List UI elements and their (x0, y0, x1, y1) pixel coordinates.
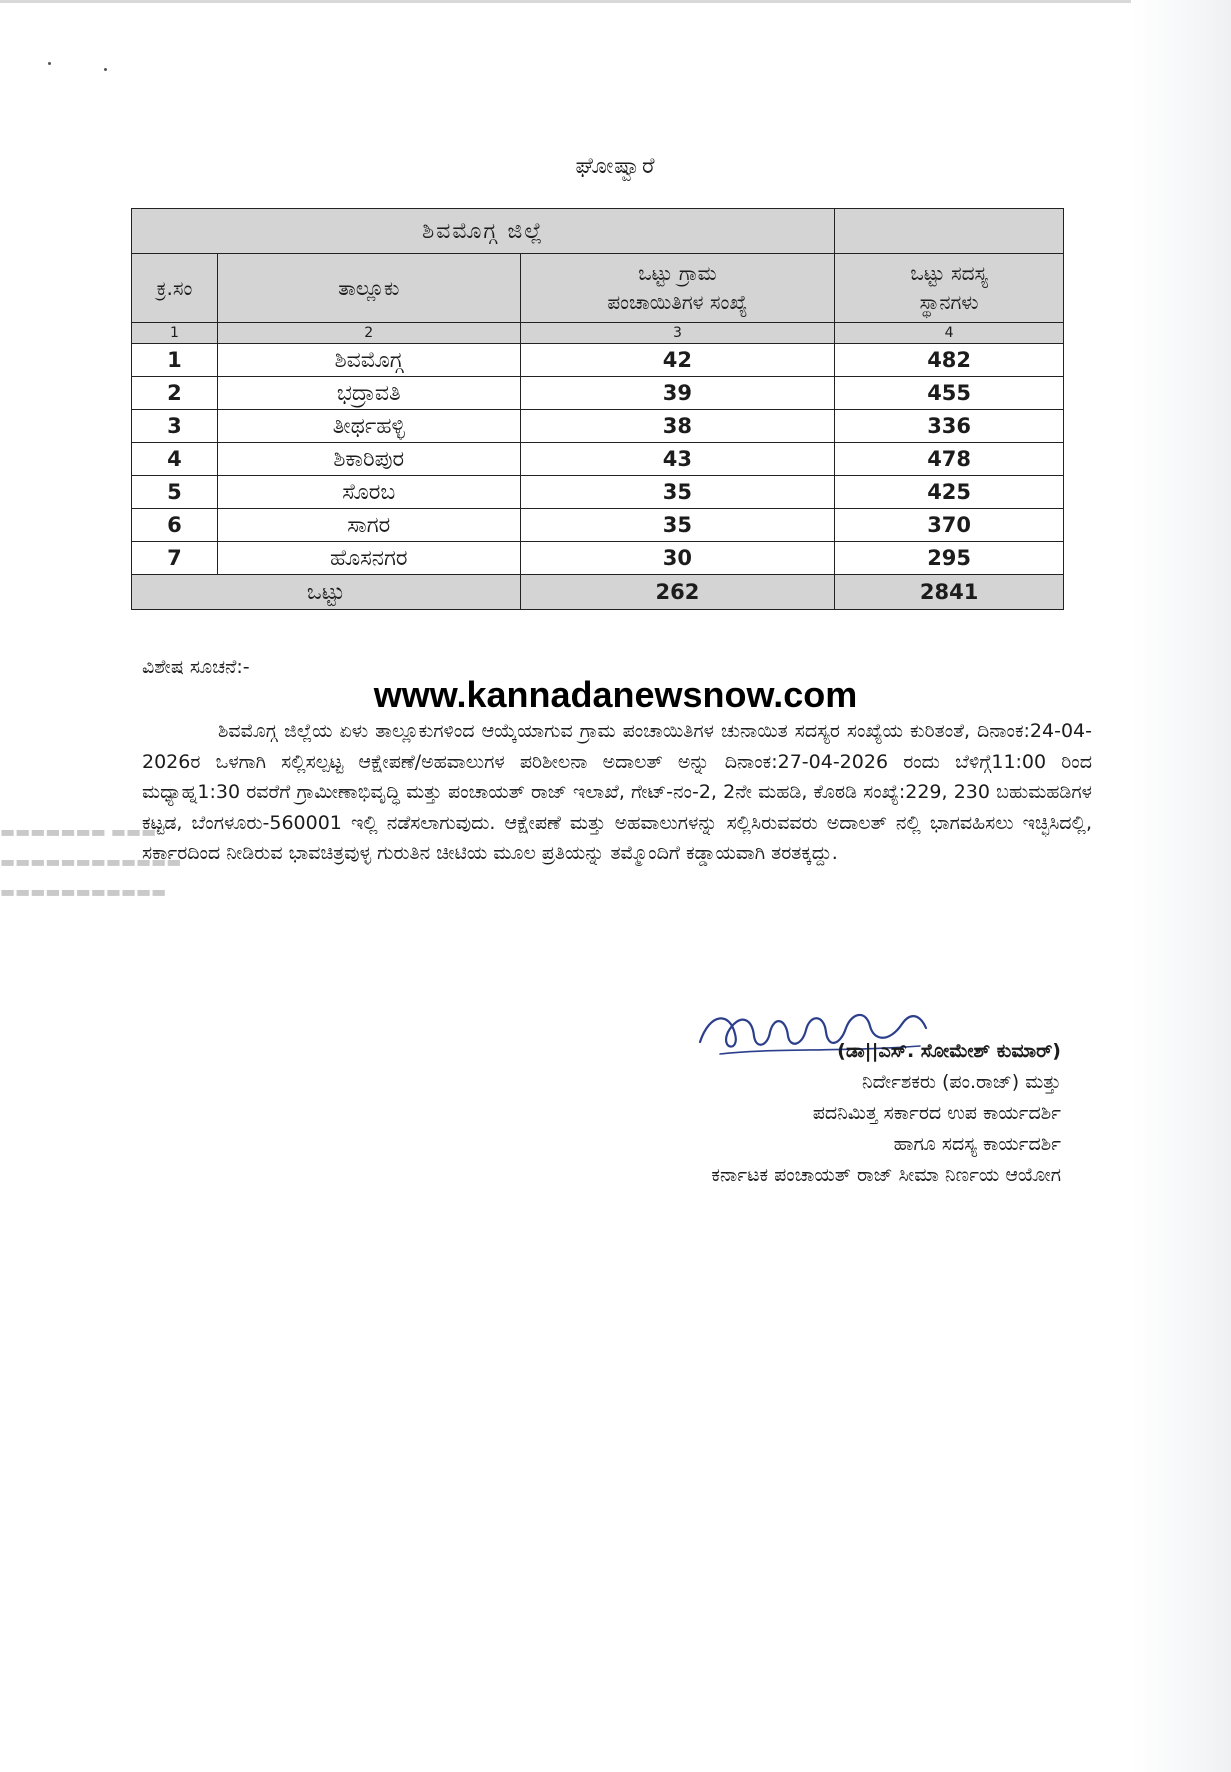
row-member-seats: 295 (835, 542, 1064, 575)
column-index: 1 (132, 323, 218, 344)
table-row (132, 344, 1064, 377)
bleed-through-text: ▬▬▬▬▬▬▬ ▬▬▬ (0, 822, 157, 841)
row-serial: 5 (132, 476, 218, 509)
table-row (132, 509, 1064, 542)
scan-speck (48, 62, 51, 65)
row-serial: 4 (132, 443, 218, 476)
row-gp-count: 38 (520, 410, 835, 443)
row-member-seats: 425 (835, 476, 1064, 509)
row-serial: 6 (132, 509, 218, 542)
scan-page-shadow (1131, 0, 1231, 1772)
row-taluk: ಸೊರಬ (217, 476, 520, 509)
row-serial: 2 (132, 377, 218, 410)
row-member-seats: 478 (835, 443, 1064, 476)
row-gp-count: 42 (520, 344, 835, 377)
row-gp-count: 35 (520, 509, 835, 542)
special-note-label: ವಿಶೇಷ ಸೂಚನೆ:- (142, 656, 250, 678)
total-gp-count: 262 (520, 575, 835, 610)
row-member-seats: 370 (835, 509, 1064, 542)
website-watermark: www.kannadanewsnow.com (373, 674, 858, 715)
table-total-row (132, 575, 1064, 610)
row-taluk: ಭದ್ರಾವತಿ (217, 377, 520, 410)
header-gp-count-line1: ಒಟ್ಟು ಗ್ರಾಮ (638, 261, 717, 285)
row-member-seats: 336 (835, 410, 1064, 443)
table-row (132, 542, 1064, 575)
column-index: 4 (835, 323, 1064, 344)
row-taluk: ಶಿವಮೊಗ್ಗ (217, 344, 520, 377)
taluk-summary-table (131, 208, 1064, 610)
column-index: 3 (520, 323, 835, 344)
header-seats-line2: ಸ್ಥಾನಗಳು (919, 290, 979, 314)
signatory-designation: ಪದನಿಮಿತ್ತ ಸರ್ಕಾರದ ಉಪ ಕಾರ್ಯದರ್ಶಿ (812, 1102, 1061, 1124)
signatory-designation: ಹಾಗೂ ಸದಸ್ಯ ಕಾರ್ಯದರ್ಶಿ (893, 1133, 1061, 1155)
row-taluk: ಹೊಸನಗರ (217, 542, 520, 575)
table-column-index-row (132, 323, 1064, 344)
table-row (132, 377, 1064, 410)
district-name: ಶಿವಮೊಗ್ಗ ಜಿಲ್ಲೆ (132, 209, 835, 254)
header-member-seats (835, 254, 1064, 323)
row-taluk: ತೀರ್ಥಹಳ್ಳಿ (217, 410, 520, 443)
scan-top-edge (0, 0, 1231, 3)
table-header-row (132, 254, 1064, 323)
bleed-through-text: ▬▬▬▬▬▬▬▬▬▬▬ (0, 882, 167, 901)
row-serial: 7 (132, 542, 218, 575)
document-title: ಘೋಷ್ವಾರೆ (575, 154, 656, 179)
row-gp-count: 43 (520, 443, 835, 476)
row-serial: 1 (132, 344, 218, 377)
bleed-through-text: ▬▬▬▬▬▬▬▬▬▬▬▬ (0, 852, 182, 871)
row-taluk: ಶಿಕಾರಿಪುರ (217, 443, 520, 476)
row-member-seats: 482 (835, 344, 1064, 377)
column-index: 2 (217, 323, 520, 344)
row-gp-count: 39 (520, 377, 835, 410)
total-label: ಒಟ್ಟು (132, 575, 521, 610)
row-gp-count: 30 (520, 542, 835, 575)
header-serial: ಕ್ರ.ಸಂ (132, 254, 218, 323)
row-serial: 3 (132, 410, 218, 443)
signatory-name: (ಡಾ||ಎಸ್. ಸೋಮೇಶ್ ಕುಮಾರ್) (837, 1040, 1061, 1062)
table-district-row (132, 209, 1064, 254)
header-seats-line1: ಒಟ್ಟು ಸದಸ್ಯ (910, 261, 988, 285)
row-gp-count: 35 (520, 476, 835, 509)
table-row (132, 476, 1064, 509)
table-row (132, 410, 1064, 443)
header-taluk: ತಾಲ್ಲೂಕು (217, 254, 520, 323)
total-member-seats: 2841 (835, 575, 1064, 610)
header-gp-count (520, 254, 835, 323)
district-row-blank (835, 209, 1064, 254)
header-gp-count-line2: ಪಂಚಾಯಿತಿಗಳ ಸಂಖ್ಯೆ (607, 290, 748, 314)
signatory-office: ಕರ್ನಾಟಕ ಪಂಚಾಯತ್ ರಾಜ್ ಸೀಮಾ ನಿರ್ಣಯ ಆಯೋಗ (711, 1164, 1061, 1186)
special-note-body: ಶಿವಮೊಗ್ಗ ಜಿಲ್ಲೆಯ ಏಳು ತಾಲ್ಲೂಕುಗಳಿಂದ ಆಯ್ಕೆಯಾಗುವ ಗ್ರಾಮ ಪಂಚಾಯಿತಿಗಳ ಚುನಾಯಿತ ಸದಸ್ಯರ ಸಂಖ್ಯೆಯ ಕುರಿತಂತೆ, ದಿನಾಂಕ:24-04-2026ರ ಒಳಗಾಗಿ ಸಲ್ಲಿಸಲ್ಪಟ್ಟ ಆಕ್ಷೇಪಣೆ/ಅಹವಾಲುಗಳ ಪರಿಶೀಲನಾ ಅದಾಲತ್ ಅನ್ನು ದಿನಾಂಕ:27-04-2026 ರಂದು ಬೆಳಿಗ್ಗೆ11:00 ರಿಂದ ಮಧ್ಯಾಹ್ನ1:30 ರವರೆಗೆ ಗ್ರಾಮೀಣಾಭಿವೃದ್ಧಿ ಮತ್ತು ಪಂಚಾಯತ್ ರಾಜ್ ಇಲಾಖೆ, ಗೇಟ್-ನಂ-2, 2ನೇ ಮಹಡಿ, ಕೊಠಡಿ ಸಂಖ್ಯೆ:229, 230 ಬಹುಮಹಡಿಗಳ ಕಟ್ಟಡ, ಬೆಂಗಳೂರು-560001 ಇಲ್ಲಿ ನಡೆಸಲಾಗುವುದು. ಆಕ್ಷೇಪಣೆ ಮತ್ತು ಅಹವಾಲುಗಳನ್ನು ಸಲ್ಲಿಸಿರುವವರು ಅದಾಲತ್ ನಲ್ಲಿ ಭಾಗವಹಿಸಲು ಇಚ್ಛಿಸಿದಲ್ಲಿ, ಸರ್ಕಾರದಿಂದ ನೀಡಿರುವ ಭಾವಚಿತ್ರವುಳ್ಳ ಗುರುತಿನ ಚೀಟಿಯ ಮೂಲ ಪ್ರತಿಯನ್ನು ತಮ್ಮೊಂದಿಗೆ ಕಡ್ಡಾಯವಾಗಿ ತರತಕ್ಕದ್ದು. (142, 720, 1092, 864)
table-row (132, 443, 1064, 476)
signatory-designation: ನಿರ್ದೇಶಕರು (ಪಂ.ರಾಜ್) ಮತ್ತು (862, 1071, 1061, 1093)
signatory-block (711, 1036, 1061, 1191)
scan-speck (104, 68, 107, 71)
row-taluk: ಸಾಗರ (217, 509, 520, 542)
row-member-seats: 455 (835, 377, 1064, 410)
